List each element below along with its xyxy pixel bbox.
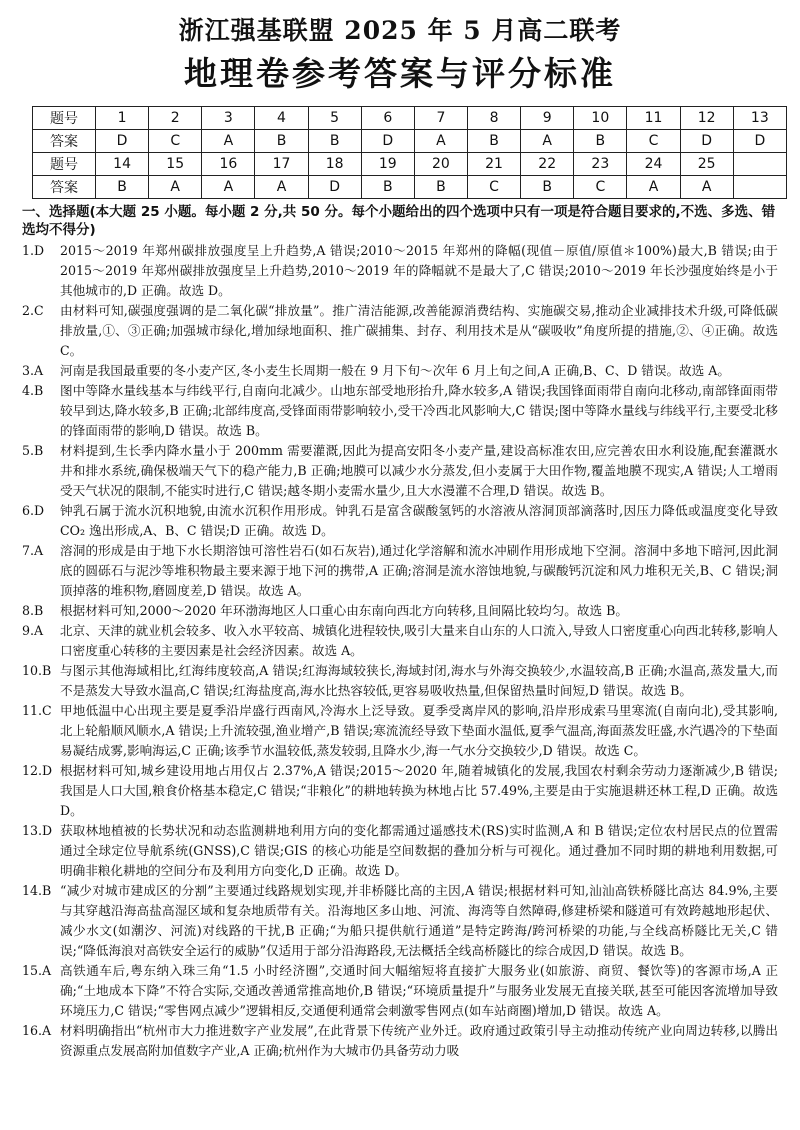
item-text: 根据材料可知,2000～2020 年环渤海地区人口重心由东南向西北方向转移,且间隔比较均匀。故选 B。 [60, 603, 628, 618]
table-cell [733, 153, 786, 176]
item-number: 6.D [22, 503, 45, 518]
item-number: 10.B [22, 663, 52, 678]
table-cell: 19 [361, 153, 414, 176]
table-cell [733, 176, 786, 199]
item-number: 2.C [22, 303, 44, 318]
item-text: 甲地低温中心出现主要是夏季沿岸盛行西南风,冷海水上泛导致。夏季受离岸风的影响,沿岸形成索马里寒流(自南向北),受其影响,北上轮船顺风顺水,A 错误;上升流较强,渔业增产,B 错误;寒流流经导致下垫面水温低,夏季气温高,海面蒸发旺盛,水汽遇冷的下垫面易凝结成雾,影响海运,C 正确;该季节水温较低,蒸发较弱,且降水少,海一气水分交换较少,D 错误。故选 C。 [60, 703, 778, 758]
document-title: 地理卷参考答案与评分标准 [184, 54, 616, 93]
table-cell: 17 [255, 153, 308, 176]
table-cell: 6 [361, 107, 414, 130]
table-cell: 20 [414, 153, 467, 176]
explanation-item [22, 541, 778, 601]
table-cell: A [149, 176, 202, 199]
table-cell: 14 [96, 153, 149, 176]
table-cell: 21 [467, 153, 520, 176]
item-number: 9.A [22, 623, 44, 638]
row-header-cell: 题号 [33, 107, 96, 130]
item-number: 4.B [22, 383, 44, 398]
table-cell: A [255, 176, 308, 199]
item-number: 11.C [22, 703, 52, 718]
question-number-row [33, 153, 787, 176]
item-text: 获取林地植被的长势状况和动态监测耕地利用方向的变化都需通过遥感技术(RS)实时监测,A 和 B 错误;定位农村居民点的位置需通过全球定位导航系统(GNSS),C 错误;GIS 的核心功能是空间数据的叠加分析与可视化。通过叠加不同时期的耕地利用数据,可明确非粮化耕地的空间分布及利用方向变化,D 正确。故选 D。 [60, 823, 778, 878]
answer-table [32, 106, 787, 199]
table-cell: 5 [308, 107, 361, 130]
table-cell: A [202, 130, 255, 153]
table-cell: B [521, 176, 574, 199]
item-text: 2015～2019 年郑州碳排放强度呈上升趋势,A 错误;2010～2015 年郑州的降幅(现值－原值/原值＊100%)最大,B 错误;由于 2015～2019 年郑州碳排放强度呈上升趋势,2010～2019 年的降幅就不是最大了,C 错误;2010～2019 年长沙强度始终是小于其他城市的,D 正确。故选 D。 [60, 243, 778, 298]
item-text: 根据材料可知,城乡建设用地占用仅占 2.37%,A 错误;2015～2020 年,随着城镇化的发展,我国农村剩余劳动力逐渐减少,B 错误;我国是人口大国,粮食价格基本稳定,C 错误;“非粮化”的耕地转换为林地占比 57.49%,主要是由于实施退耕还林工程,D 正确。故选 D。 [60, 763, 778, 818]
table-cell: B [308, 130, 361, 153]
item-number: 5.B [22, 443, 44, 458]
row-header-cell: 答案 [33, 176, 96, 199]
item-text: 溶洞的形成是由于地下水长期溶蚀可溶性岩石(如石灰岩),通过化学溶解和流水冲刷作用形成地下空洞。溶洞中多地下暗河,因此洞底的圆砾石与泥沙等堆积物最主要来源于地下河的携带,A 正确;溶洞是流水溶蚀地貌,与碳酸钙沉淀和风力堆积无关,B、C 错误;洞顶掉落的堆积物,磨圆度差,D 错误。故选 A。 [60, 543, 778, 598]
table-cell: C [149, 130, 202, 153]
table-cell: 18 [308, 153, 361, 176]
table-cell: C [574, 176, 627, 199]
row-header-cell: 题号 [33, 153, 96, 176]
table-cell: 13 [733, 107, 786, 130]
explanation-item [22, 601, 778, 621]
table-cell: 11 [627, 107, 680, 130]
table-cell: C [627, 130, 680, 153]
item-text: 由材料可知,碳强度强调的是二氧化碳“排放量”。推广清洁能源,改善能源消费结构、实施碳交易,推动企业减排技术升级,可降低碳排放量,①、③正确;加强城市绿化,增加绿地面积、推广碳捕集、封存、利用技术是从“碳吸收”角度所提的措施,②、④正确。故选 C。 [60, 303, 778, 358]
item-text: 高铁通车后,粤东纳入珠三角“1.5 小时经济圈”,交通时间大幅缩短将直接扩大服务业(如旅游、商贸、餐饮等)的客源市场,A 正确;“土地成本下降”不符合实际,交通改善通常推高地价,B 错误;“环境质量提升”与服务业发展无直接关联,甚至可能因客流增加导致环境压力,C 错误;“零售网点减少”逻辑相反,交通便利通常会刺激零售网点(如车站商圈)增加,D 错误。故选 A。 [60, 963, 778, 1018]
section-heading: 一、选择题(本大题 25 小题。每小题 2 分,共 50 分。每个小题给出的四个选项中只有一项是符合题目要求的,不选、多选、错选均不得分) [22, 204, 776, 238]
table-cell: 1 [96, 107, 149, 130]
item-text: 北京、天津的就业机会较多、收入水平较高、城镇化进程较快,吸引大量来自山东的人口流入,导致人口密度重心向西北转移,影响人口密度重心转移的主要因素是社会经济因素。故选 A。 [60, 623, 778, 658]
item-number: 13.D [22, 823, 53, 838]
item-number: 8.B [22, 603, 44, 618]
table-cell: D [680, 130, 733, 153]
explanation-item [22, 881, 778, 961]
explanation-item [22, 761, 778, 821]
table-cell: B [361, 176, 414, 199]
explanation-item [22, 961, 778, 1021]
item-text: 钟乳石属于流水沉积地貌,由流水沉积作用形成。钟乳石是富含碳酸氢钙的水溶液从溶洞顶部滴落时,因压力降低或温度变化导致 CO₂ 逸出形成,A、B、C 错误;D 正确。故选 D。 [60, 503, 778, 538]
explanation-item [22, 241, 778, 301]
table-cell: D [308, 176, 361, 199]
table-cell: B [414, 176, 467, 199]
explanation-item [22, 301, 778, 361]
table-cell: 23 [574, 153, 627, 176]
answer-row [33, 130, 787, 153]
table-cell: C [467, 176, 520, 199]
item-number: 12.D [22, 763, 53, 778]
exam-title: 浙江强基联盟 2025 年 5 月高二联考 [178, 16, 622, 45]
explanation-item [22, 701, 778, 761]
table-cell: 16 [202, 153, 255, 176]
table-cell: A [521, 130, 574, 153]
answer-row [33, 176, 787, 199]
explanation-item [22, 501, 778, 541]
table-cell: B [255, 130, 308, 153]
table-cell: D [733, 130, 786, 153]
question-number-row [33, 107, 787, 130]
table-cell: A [627, 176, 680, 199]
row-header-cell: 答案 [33, 130, 96, 153]
table-cell: B [574, 130, 627, 153]
explanation-item [22, 621, 778, 661]
explanation-item [22, 361, 778, 381]
explanation-list [22, 241, 778, 1061]
table-cell: 15 [149, 153, 202, 176]
table-cell: 22 [521, 153, 574, 176]
table-cell: 25 [680, 153, 733, 176]
item-text: 材料提到,生长季内降水量小于 200mm 需要灌溉,因此为提高安阳冬小麦产量,建设高标准农田,应完善农田水利设施,配套灌溉水井和排水系统,确保极端天气下的稳产能力,B 正确;地膜可以减少水分蒸发,但小麦属于大田作物,覆盖地膜不现实,A 错误;人工增雨受天气状况的限制,不能实时进行,C 错误;越冬期小麦需水量少,且大水漫灌不合理,D 错误。故选 B。 [60, 443, 778, 498]
item-number: 3.A [22, 363, 44, 378]
item-text: 图中等降水量线基本与纬线平行,自南向北减少。山地东部受地形抬升,降水较多,A 错误;我国锋面雨带自南向北移动,南部锋面雨带较早到达,降水较多,B 正确;北部纬度高,受锋面雨带影响较小,受干冷西北风影响大,C 错误;图中等降水量线与纬线平行,主要受北移的锋面雨带的影响,D 错误。故选 B。 [60, 383, 778, 438]
table-cell: 24 [627, 153, 680, 176]
table-cell: 4 [255, 107, 308, 130]
table-cell: D [96, 130, 149, 153]
table-cell: 12 [680, 107, 733, 130]
table-cell: 7 [414, 107, 467, 130]
table-cell: D [361, 130, 414, 153]
item-number: 14.B [22, 883, 52, 898]
item-number: 7.A [22, 543, 44, 558]
table-cell: 8 [467, 107, 520, 130]
item-number: 16.A [22, 1023, 52, 1038]
item-text: “减少对城市建成区的分割”主要通过线路规划实现,并非桥隧比高的主因,A 错误;根据材料可知,汕汕高铁桥隧比高达 84.9%,主要与其穿越沿海高盐高湿区域和复杂地质带有关。沿海地区多山地、河流、海湾等自然障碍,修建桥梁和隧道可有效跨越地形起伏、减少水文(如潮汐、河流)对线路的干扰,B 正确;“为船只提供航行通道”是特定跨海/跨河桥梁的功能,与全线高桥隧比无关,C 错误;“降低海浪对高铁安全运行的威胁”仅适用于部分沿海路段,无法概括全线高桥隧比的综合成因,D 错误。故选 B。 [60, 883, 778, 958]
item-text: 河南是我国最重要的冬小麦产区,冬小麦生长周期一般在 9 月下旬～次年 6 月上旬之间,A 正确,B、C、D 错误。故选 A。 [60, 363, 730, 378]
table-cell: 3 [202, 107, 255, 130]
table-cell: A [680, 176, 733, 199]
table-cell: 9 [521, 107, 574, 130]
table-cell: B [96, 176, 149, 199]
item-number: 1.D [22, 243, 45, 258]
explanation-item [22, 1021, 778, 1061]
table-cell: B [467, 130, 520, 153]
table-cell: A [202, 176, 255, 199]
item-text: 与图示其他海域相比,红海纬度较高,A 错误;红海海域较狭长,海域封闭,海水与外海交换较少,水温较高,B 正确;水温高,蒸发量大,而不是蒸发大导致水温高,C 错误;红海盐度高,海水比热容较低,更容易吸收热量,但保留热量时间短,D 错误。故选 B。 [60, 663, 778, 698]
item-text: 材料明确指出“杭州市大力推进数字产业发展”,在此背景下传统产业外迁。政府通过政策引导主动推动传统产业向周边转移,以腾出资源重点发展高附加值数字产业,A 正确;杭州作为大城市仍具备劳动力吸 [60, 1023, 778, 1058]
explanation-item [22, 661, 778, 701]
table-cell: 2 [149, 107, 202, 130]
explanation-item [22, 821, 778, 881]
explanation-item [22, 381, 778, 441]
table-cell: A [414, 130, 467, 153]
table-cell: 10 [574, 107, 627, 130]
explanation-item [22, 441, 778, 501]
item-number: 15.A [22, 963, 52, 978]
